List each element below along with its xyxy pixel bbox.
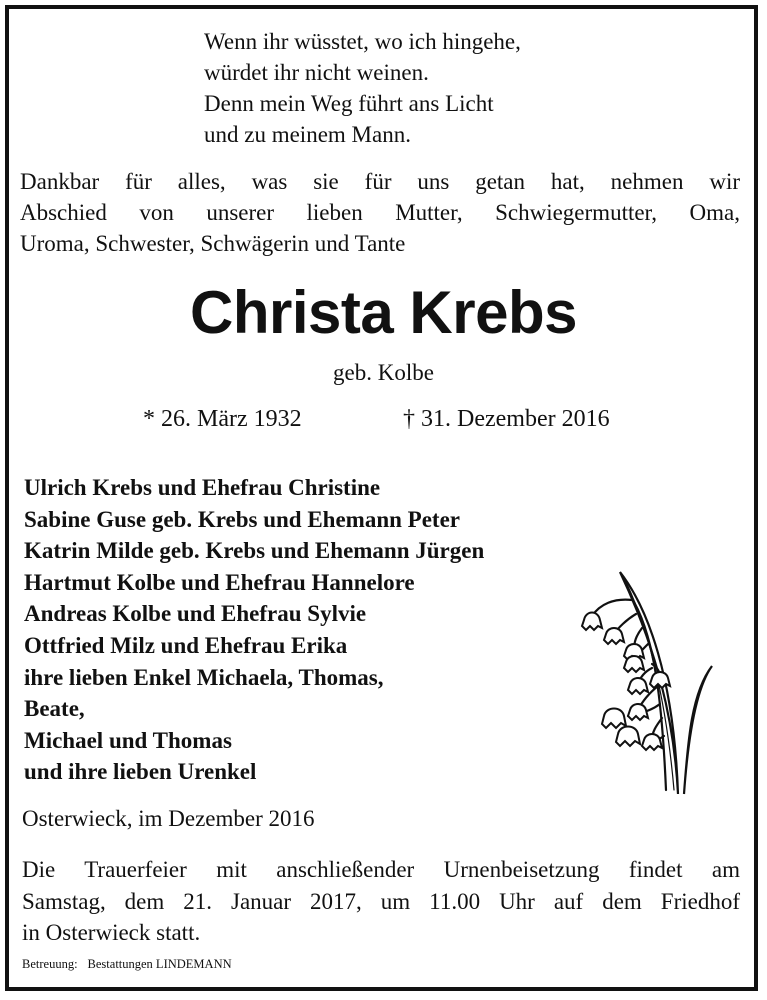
mourners-list <box>24 472 484 788</box>
mourner-line: Beate, <box>24 696 85 722</box>
mourner-line: Michael und Thomas <box>24 727 232 753</box>
poem-line: würdet ihr nicht weinen. <box>204 60 429 85</box>
undertaker-credit <box>22 956 232 972</box>
undertaker-name: Bestattungen LINDEMANN <box>87 957 232 971</box>
intro-line: Uroma, Schwester, Schwägerin und Tante <box>20 231 406 256</box>
poem-line: Denn mein Weg führt ans Licht <box>204 91 494 116</box>
mourner-line: ihre lieben Enkel Michaela, Thomas, <box>24 664 384 690</box>
ceremony-line: Samstag, dem 21. Januar 2017, um 11.00 Uhr auf dem Friedhof <box>22 888 740 914</box>
poem-line: Wenn ihr wüsstet, wo ich hingehe, <box>204 29 521 54</box>
intro-text <box>20 166 740 259</box>
ceremony-info <box>22 854 740 949</box>
birth-name: geb. Kolbe <box>333 360 434 385</box>
ceremony-line: in Osterwieck statt. <box>22 920 201 945</box>
place-and-date: Osterwieck, im Dezember 2016 <box>22 806 315 831</box>
mourner-line: Andreas Kolbe und Ehefrau Sylvie <box>24 601 367 627</box>
birth-date: * 26. März 1932 <box>143 406 302 432</box>
poem <box>204 26 521 150</box>
intro-line: Dankbar für alles, was sie für uns getan hat, nehmen wir <box>20 169 740 194</box>
undertaker-label: Betreuung: <box>22 957 78 971</box>
death-date: † 31. Dezember 2016 <box>403 406 610 432</box>
mourner-line: und ihre lieben Urenkel <box>24 759 257 785</box>
intro-line: Abschied von unserer lieben Mutter, Schwiegermutter, Oma, <box>20 200 740 225</box>
ceremony-line: Die Trauerfeier mit anschließender Urnenbeisetzung findet am <box>22 857 740 882</box>
mourner-line: Katrin Milde geb. Krebs und Ehemann Jürgen <box>24 538 485 564</box>
lily-of-the-valley-icon <box>578 568 718 796</box>
mourner-line: Ulrich Krebs und Ehefrau Christine <box>24 475 381 500</box>
mourner-line: Ottfried Milz und Ehefrau Erika <box>24 632 348 658</box>
mourner-line: Hartmut Kolbe und Ehefrau Hannelore <box>24 569 415 595</box>
deceased-name: Christa Krebs <box>190 279 577 346</box>
mourner-line: Sabine Guse geb. Krebs und Ehemann Peter <box>24 506 460 532</box>
poem-line: und zu meinem Mann. <box>204 122 411 147</box>
